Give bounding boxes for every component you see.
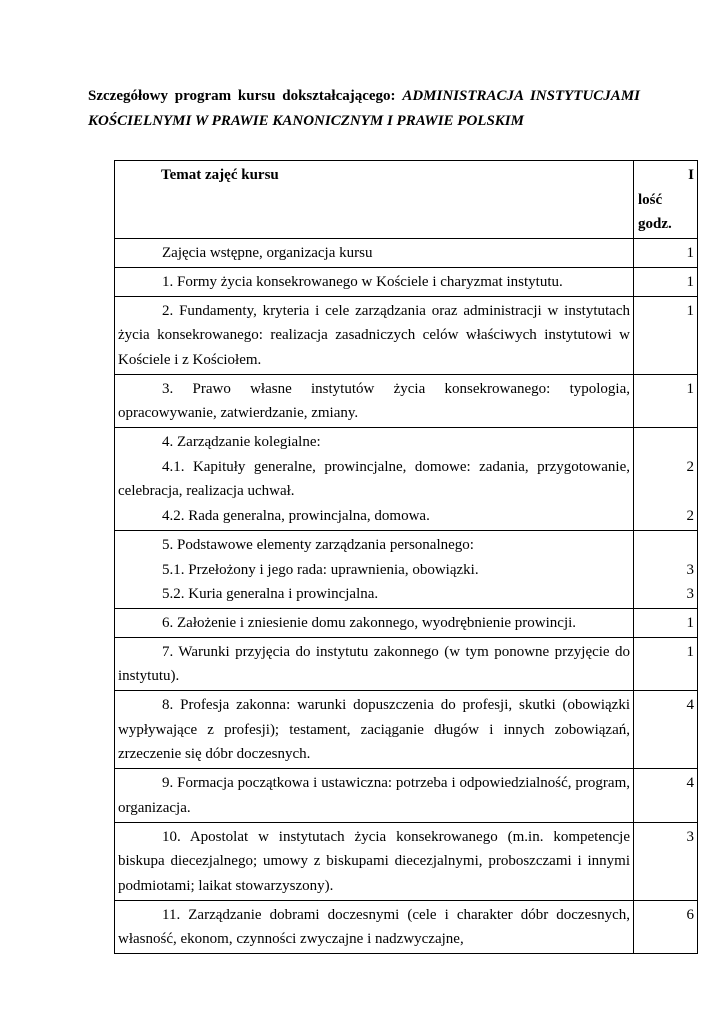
heading-title: ADMINISTRACJA INSTYTUCJAMI KOŚCIELNYMI W PRAWIE KANONICZNYM I PRAWIE POLSKIM [88,88,640,129]
table-row [115,900,698,953]
row-topic: 9. Formacja początkowa i ustawiczna: potrzeba i odpowiedzialność, program, organizacja. [118,775,630,816]
header-hours-line1: I [688,167,694,183]
row-hours: 4 [634,769,698,822]
row-hours: 4 [634,691,698,769]
row-hours [634,530,698,608]
row-topic: 2. Fundamenty, kryteria i cele zarządzania oraz administracji w instytutach życia konsekrowanego: realizacja zasadniczych celów właściwych instytutowi w Kościele i z Kościołem. [118,302,630,368]
table-row [115,637,698,690]
row-hours: 1 [634,239,698,268]
row-topic: 1. Formy życia konsekrowanego w Kościele i charyzmat instytutu. [162,273,563,290]
table-row [115,608,698,637]
row-hours: 6 [634,900,698,953]
row-hours-sub2: 2 [686,508,694,525]
document-heading [88,84,640,133]
header-hours [634,161,698,239]
table-row [115,769,698,822]
row-topic: Zajęcia wstępne, organizacja kursu [162,245,373,262]
row-hours-sub1: 2 [686,458,694,475]
row-topic: 3. Prawo własne instytutów życia konsekrowanego: typologia, opracowywanie, zatwierdzanie, zmiany. [118,380,630,422]
table-row [115,374,698,427]
row-hours: 1 [634,374,698,427]
row-hours: 1 [634,296,698,374]
row-hours: 1 [634,637,698,690]
course-program-table [114,160,698,954]
heading-lead: Szczegółowy program kursu dokształcającego: [88,88,396,104]
row-hours-sub1: 3 [686,561,694,578]
table-row [115,530,698,608]
table-header-row [115,161,698,239]
row-topic: 8. Profesja zakonna: warunki dopuszczenia do profesji, skutki (obowiązki wypływające z profesji); testament, zaciąganie długów i innych zobowiązań, zrzeczenie się dóbr doczesnych. [118,697,630,763]
row-subtopic: 5.2. Kuria generalna i prowincjalna. [162,586,379,603]
table-row [115,691,698,769]
row-subtopic: 5.1. Przełożony i jego rada: uprawnienia, obowiązki. [162,561,479,578]
row-topic: 11. Zarządzanie dobrami doczesnymi (cele i charakter dóbr doczesnych, własność, ekonom, czynności zwyczajne i nadzwyczajne, [118,906,630,948]
row-hours: 3 [634,822,698,900]
row-topic: 7. Warunki przyjęcia do instytutu zakonnego (w tym ponowne przyjęcie do instytutu). [118,643,630,685]
row-hours [634,428,698,531]
table-row [115,267,698,296]
row-topic: 10. Apostolat w instytutach życia konsekrowanego (m.in. kompetencje biskupa diecezjalnego; umowy z biskupami diecezjalnymi, proboszczami i innymi podmiotami; laikat stowarzyszony). [118,828,630,894]
row-topic: 6. Założenie i zniesienie domu zakonnego, wyodrębnienie prowincji. [162,614,577,631]
row-subtopic: 4.2. Rada generalna, prowincjalna, domowa. [162,508,430,525]
table-row [115,822,698,900]
table-row [115,428,698,531]
row-topic-intro: 5. Podstawowe elementy zarządzania personalnego: [162,536,474,553]
row-hours: 1 [634,267,698,296]
row-subtopic: 4.1. Kapituły generalne, prowincjalne, domowe: zadania, przygotowanie, celebracja, realizacja uchwał. [118,458,630,500]
row-topic-intro: 4. Zarządzanie kolegialne: [162,434,321,451]
header-topic: Temat zajęć kursu [115,161,634,239]
header-hours-line2: lość [638,191,663,208]
table-row [115,239,698,268]
table-row [115,296,698,374]
header-hours-line3: godz. [638,216,672,233]
row-hours: 1 [634,608,698,637]
row-hours-sub2: 3 [686,586,694,603]
